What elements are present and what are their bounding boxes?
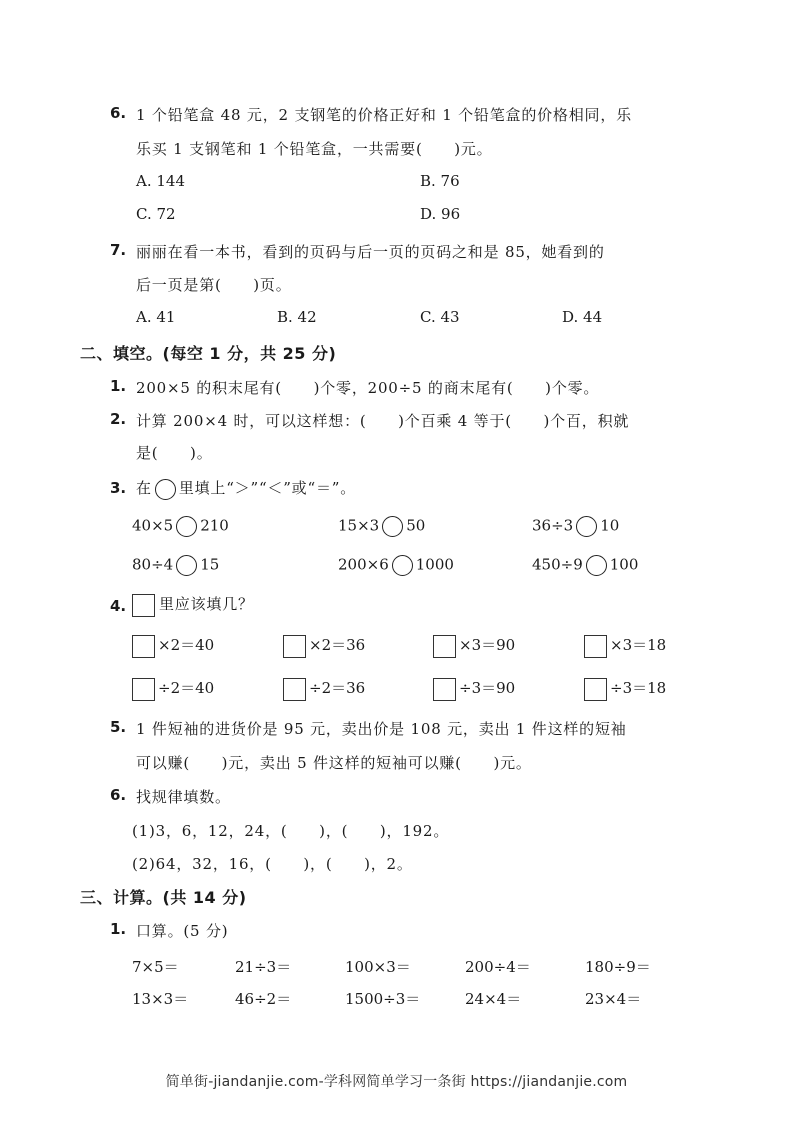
calc-item: 100×3＝ [345,958,411,976]
calc-item: 1500÷3＝ [345,990,421,1008]
fill-item: ×3＝18 [584,634,666,658]
calc-item: 200÷4＝ [465,958,531,976]
fill-item: ÷2＝40 [132,677,214,701]
option-d: D. 96 [420,205,461,223]
compare-circle-blank[interactable] [382,516,403,537]
footer-watermark: 简单街-jiandanjie.com-学科网简单学习一条街 https://jiandanjie.com [165,1074,628,1090]
fill-item: ×3＝90 [433,634,515,658]
circle-blank-icon [155,479,176,500]
question-text: 口算。(5 分) [136,922,229,940]
question-number: 5. [110,718,127,736]
square-blank-input[interactable] [132,635,155,658]
question-text-suffix: 里填上“＞”“＜”或“＝”。 [178,479,357,497]
compare-item: 15×3 50 [338,516,425,537]
question-number: 6. [110,786,127,804]
calc-item: 13×3＝ [132,990,189,1008]
square-blank-input[interactable] [132,678,155,701]
question-text: 1 个铅笔盒 48 元，2 支钢笔的价格正好和 1 个铅笔盒的价格相同，乐 [136,106,632,124]
question-number: 7. [110,241,127,259]
question-text: 丽丽在看一本书，看到的页码与后一页的页码之和是 85，她看到的 [136,243,605,261]
square-blank-input[interactable] [584,678,607,701]
question-text: 后一页是第( )页。 [136,276,292,294]
option-d: D. 44 [562,308,603,326]
question-number: 1. [110,920,127,938]
section-title: 三、计算。(共 14 分) [80,888,247,907]
question-text: 可以赚( )元，卖出 5 件这样的短袖可以赚( )元。 [136,754,532,772]
fill-item: ÷2＝36 [283,677,365,701]
square-blank-input[interactable] [283,635,306,658]
calc-item: 46÷2＝ [235,990,292,1008]
calc-item: 23×4＝ [585,990,642,1008]
question-text-prefix: 在 [136,479,152,497]
question-text: 找规律填数。 [136,788,231,806]
compare-circle-blank[interactable] [576,516,597,537]
square-blank-input[interactable] [433,635,456,658]
question-text: 是( )。 [136,444,213,462]
fill-item: ÷3＝18 [584,677,666,701]
compare-circle-blank[interactable] [176,516,197,537]
calc-item: 21÷3＝ [235,958,292,976]
option-a: A. 41 [136,308,176,326]
compare-item: 450÷9 100 [532,555,638,576]
compare-item: 80÷4 15 [132,555,219,576]
question-text: 200×5 的积末尾有( )个零，200÷5 的商末尾有( )个零。 [136,379,600,397]
sequence-line: (2)64，32，16，( )，( )，2。 [132,855,413,873]
option-c: C. 72 [136,205,176,223]
fill-item: ÷3＝90 [433,677,515,701]
compare-item: 36÷3 10 [532,516,619,537]
calc-item: 24×4＝ [465,990,522,1008]
compare-circle-blank[interactable] [586,555,607,576]
question-number: 6. [110,104,127,122]
option-b: B. 76 [420,172,460,190]
question-text: 计算 200×4 时，可以这样想：( )个百乘 4 等于( )个百，积就 [136,412,630,430]
square-blank-icon [132,594,155,617]
compare-item: 200×6 1000 [338,555,454,576]
square-blank-input[interactable] [584,635,607,658]
option-c: C. 43 [420,308,460,326]
square-blank-input[interactable] [283,678,306,701]
question-text: 乐买 1 支钢笔和 1 个铅笔盒，一共需要( )元。 [136,140,493,158]
question-number: 2. [110,410,127,428]
compare-circle-blank[interactable] [176,555,197,576]
question-text: 里应该填几？ [132,593,254,617]
question-number: 3. [110,479,127,497]
compare-item: 40×5 210 [132,516,229,537]
option-a: A. 144 [136,172,185,190]
fill-item: ×2＝40 [132,634,214,658]
square-blank-input[interactable] [433,678,456,701]
calc-item: 7×5＝ [132,958,179,976]
question-number: 1. [110,377,127,395]
section-title: 二、填空。(每空 1 分，共 25 分) [80,344,337,363]
fill-item: ×2＝36 [283,634,365,658]
sequence-line: (1)3，6，12，24，( )，( )，192。 [132,822,450,840]
calc-item: 180÷9＝ [585,958,651,976]
question-number: 4. [110,597,127,615]
compare-circle-blank[interactable] [392,555,413,576]
question-text [136,477,356,500]
option-b: B. 42 [277,308,317,326]
question-text: 1 件短袖的进货价是 95 元，卖出价是 108 元，卖出 1 件这样的短袖 [136,720,627,738]
